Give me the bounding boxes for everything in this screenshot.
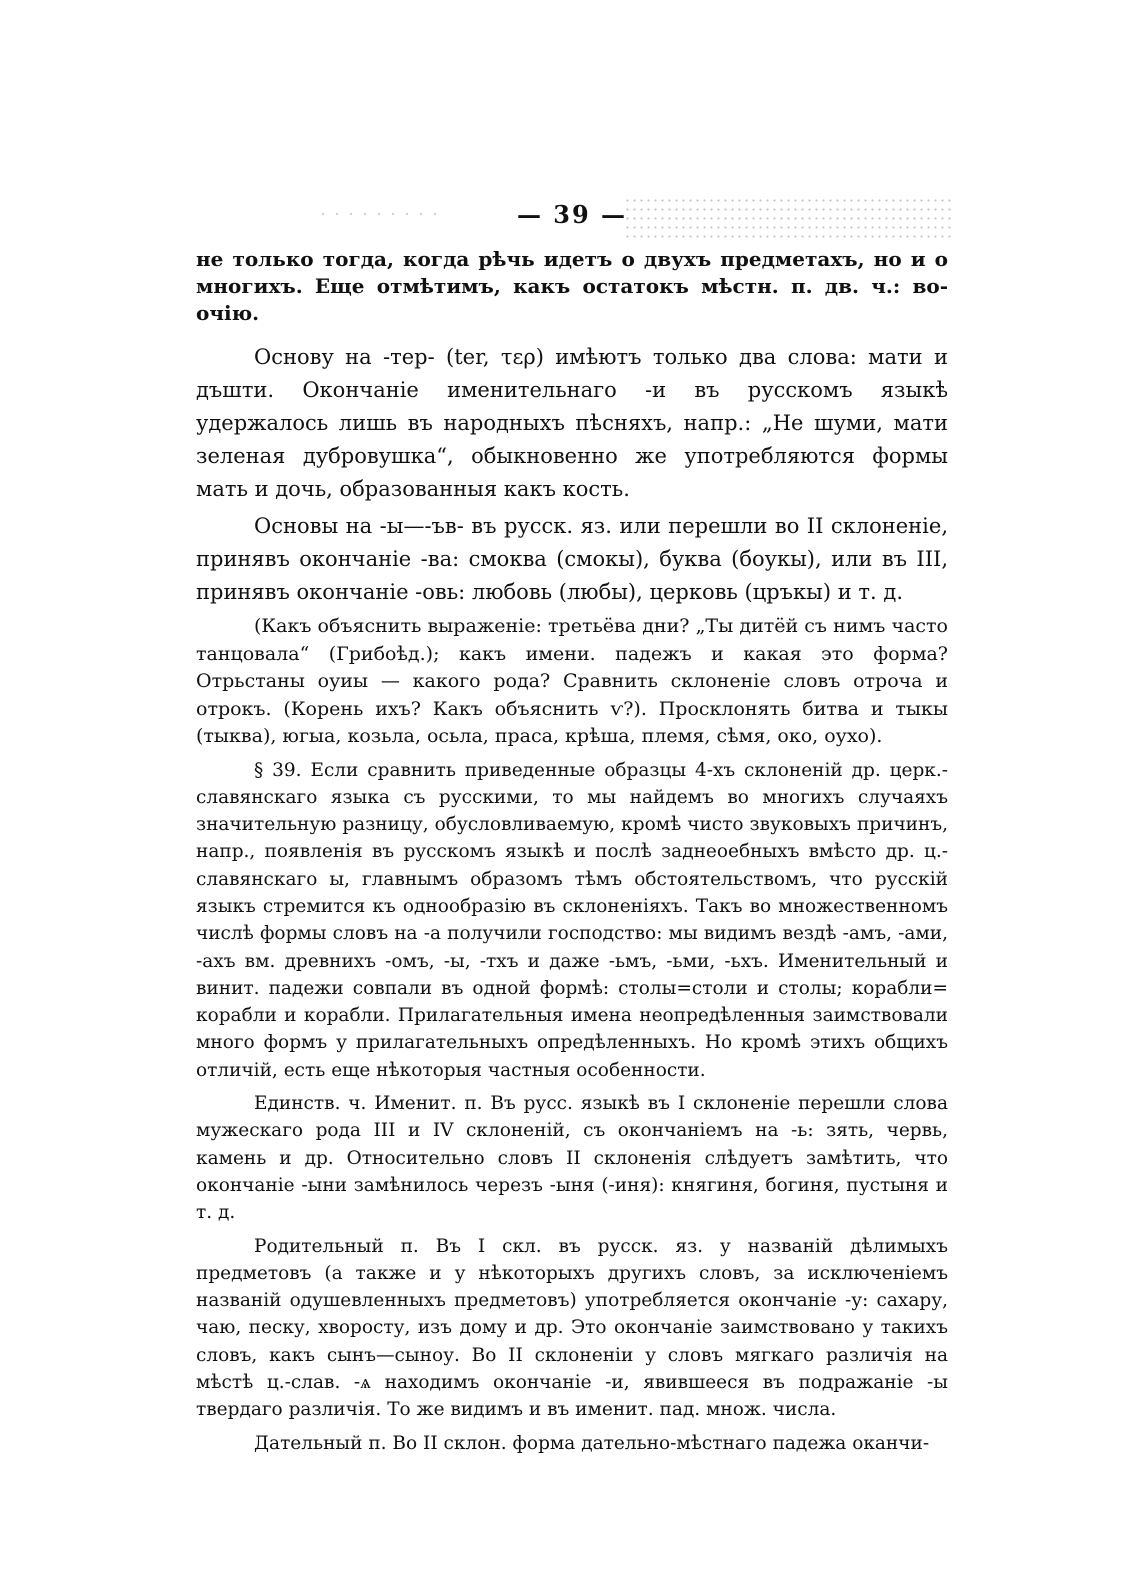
paragraph-questions: (Какъ объяснить выраженіе: третьёва дни? „Ты дитёй съ нимъ часто танцовала“ (Грибоѣд.); какъ имени. падежъ и какая это форма? Отрьстаны оуиы — какого рода? Сравнить склоненіе словъ отроча и отрокъ. (Корень ихъ? Какъ объяснить ѵ?). Просклонять битва и тыкы (тыква), югыа, козьла, осьла, праса, крѣша, племя, сѣмя, око, оухо). <box>196 615 948 747</box>
paragraph-section-39: § 39. Если сравнить приведенные образцы 4-хъ склоненій др. церк.-славянскаго языка съ русскими, то мы найдемъ во многихъ случаяхъ значительную разницу, обусловливаемую, кромѣ чисто звуковыхъ причинъ, напр., появленія въ русскомъ языкѣ и послѣ заднеоебныхъ вмѣсто др. ц.-славянскаго ы, главнымъ образомъ тѣмъ обстоятельствомъ, что русскій языкъ стремится къ однообразію въ склоненіяхъ. Такъ во множественномъ числѣ формы словъ на -а получили господство: мы видимъ вездѣ -амъ, -ами, -ахъ вм. древнихъ -омъ, -ы, -тхъ и даже -ьмъ, -ьми, -ьхъ. Именительный и винит. падежи совпали въ одной формѣ: столы=столи и столы; корабли= корабли и корабли. Прилагательныя имена неопредѣленныя заимствовали много формъ у прилагательныхъ опредѣленныхъ. Но кромѣ этихъ общихъ отличій, есть еще нѣкоторыя частныя особенности. <box>196 759 948 1081</box>
scan-noise <box>624 196 954 242</box>
paragraph-osnovy-ter: Основу на -тер- (ter, τερ) имѣютъ только два слова: мати и дъшти. Окончаніе именительнаго -и въ русскомъ языкѣ удержалось лишь въ народныхъ пѣсняхъ, напр.: „Не шуми, мати зеленая дубровушка“, обыкновенно же употребляются формы мать и дочь, образованныя какъ кость. <box>196 345 948 501</box>
paragraph-osnovy-y: Основы на -ы—-ъв- въ русск. яз. или перешли во II склоненіе, принявъ окончаніе -ва: смоква (смокы), буква (боукы), или въ III, принявъ окончаніе -овь: любовь (любы), церковь (цръкы) и т. д. <box>196 514 948 604</box>
page-number: — 39 — <box>516 200 628 229</box>
paragraph-genitive: Родительный п. Въ I скл. въ русск. яз. у названій дѣлимыхъ предметовъ (а также и у нѣкоторыхъ другихъ словъ, за исключеніемъ названій одушевленныхъ предметовъ) употребляется окончаніе -у: сахару, чаю, песку, хворосту, изъ дому и др. Это окончаніе заимствовано у такихъ словъ, какъ сынъ—сыноу. Во II склоненіи у словъ мягкаго различія на мѣстѣ ц.-слав. -ѧ находимъ окончаніе -и, явившееся въ подражаніе -ы твердаго различія. То же видимъ и въ именит. пад. множ. числа. <box>196 1235 948 1421</box>
paragraph-continuation: не только тогда, когда рѣчь идетъ о двухъ предметахъ, но и о многихъ. Еще отмѣтимъ, какъ остатокъ мѣстн. п. дв. ч.: во-очію. <box>196 247 948 325</box>
page-number-header <box>196 196 948 234</box>
book-page <box>196 196 948 1463</box>
scan-noise-left <box>316 210 436 220</box>
paragraph-nominative: Единств. ч. Именит. п. Въ русс. языкѣ въ I склоненіе перешли слова мужескаго рода III и IV склоненій, съ окончаніемъ на -ь: зять, червь, камень и др. Относительно словъ II склоненія слѣдуетъ замѣтить, что окончаніе -ыни замѣнилось черезъ -ыня (-иня): княгиня, богиня, пустыня и т. д. <box>196 1093 948 1224</box>
paragraph-dative: Дательный п. Во II склон. форма дательно-мѣстнаго падежа оканчи- <box>254 1432 930 1454</box>
